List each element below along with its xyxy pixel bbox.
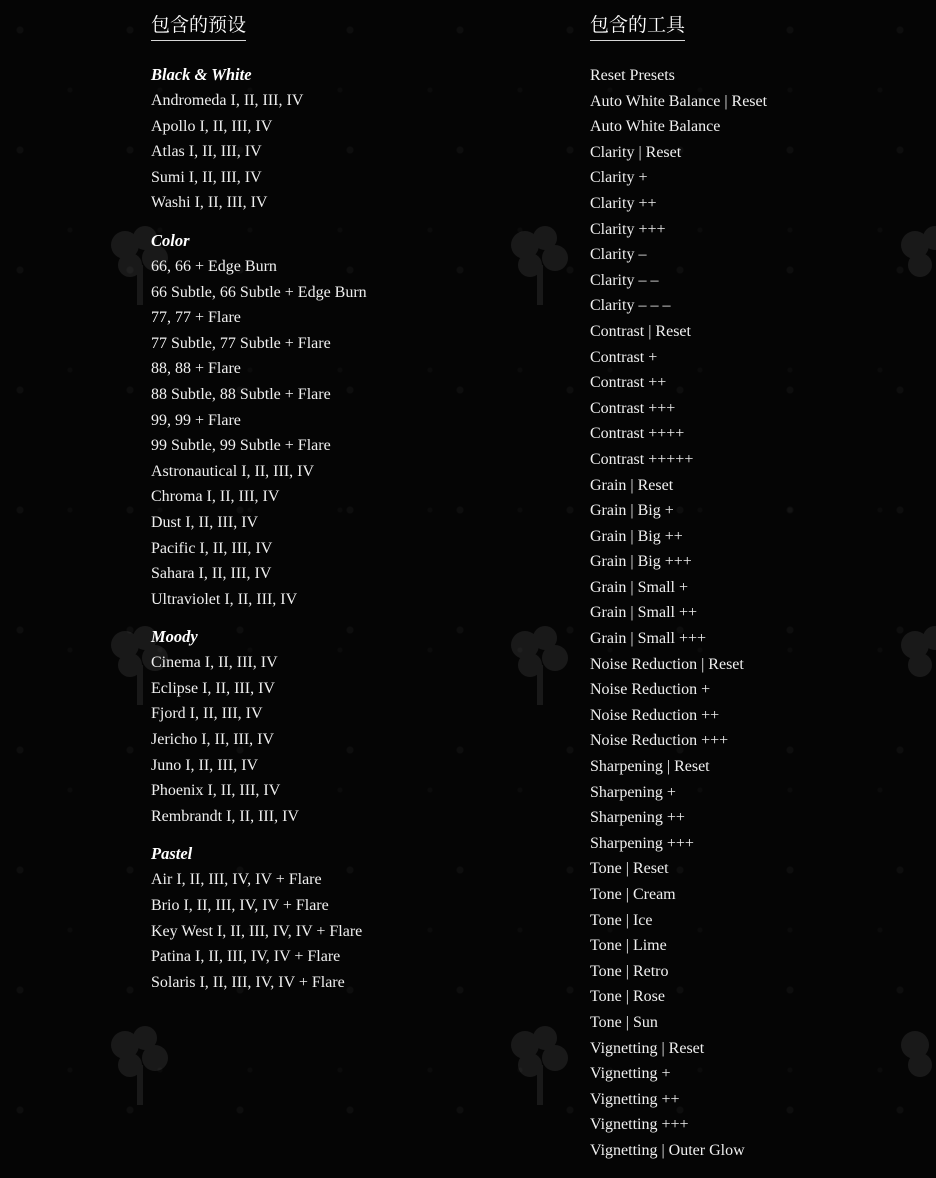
list-item: Clarity + (590, 169, 648, 187)
list-item: Clarity +++ (590, 220, 666, 238)
list-item: Jericho I, II, III, IV (151, 731, 275, 749)
list-item: Apollo I, II, III, IV (151, 117, 273, 135)
list-item: Auto White Balance | Reset (590, 92, 768, 110)
list-item: 66 Subtle, 66 Subtle + Edge Burn (151, 283, 367, 301)
list-item: Noise Reduction | Reset (590, 655, 744, 673)
list-item: 66, 66 + Edge Burn (151, 257, 277, 275)
tree-logo-icon (500, 1020, 580, 1110)
list-item: Tone | Lime (590, 937, 667, 955)
list-item: Washi I, II, III, IV (151, 194, 268, 212)
list-item: Vignetting | Reset (590, 1039, 705, 1057)
preset-group-color (151, 229, 551, 612)
list-item: Sahara I, II, III, IV (151, 565, 272, 583)
list-item: Ultraviolet I, II, III, IV (151, 590, 298, 608)
tree-logo-icon (100, 1020, 180, 1110)
preset-group-moody (151, 625, 551, 829)
list-item: Contrast +++ (590, 399, 676, 417)
list-item: Pacific I, II, III, IV (151, 539, 273, 557)
list-item: Rembrandt I, II, III, IV (151, 807, 299, 825)
list-item: 99, 99 + Flare (151, 411, 241, 429)
group-title: Color (151, 230, 190, 250)
list-item: Air I, II, III, IV, IV + Flare (151, 871, 322, 889)
list-item: Clarity – (590, 246, 647, 264)
group-title: Pastel (151, 844, 193, 864)
list-item: Cinema I, II, III, IV (151, 654, 278, 672)
group-title: Black & White (151, 65, 252, 84)
list-item: Vignetting | Outer Glow (590, 1141, 745, 1159)
list-item: Chroma I, II, III, IV (151, 488, 280, 506)
list-item: Grain | Small +++ (590, 630, 707, 648)
list-item: Reset Presets (590, 67, 675, 84)
list-item: Sharpening ++ (590, 809, 685, 827)
preset-group-black-white (151, 63, 551, 216)
list-item: 88, 88 + Flare (151, 360, 241, 378)
list-item: Contrast ++++ (590, 425, 685, 443)
list-item: Astronautical I, II, III, IV (151, 462, 315, 480)
list-item: Noise Reduction +++ (590, 732, 729, 750)
list-item: 77, 77 + Flare (151, 309, 241, 327)
list-item: Grain | Big +++ (590, 553, 692, 571)
list-item: Brio I, II, III, IV, IV + Flare (151, 897, 329, 915)
list-item: Contrast ++ (590, 374, 667, 392)
list-item: Vignetting +++ (590, 1116, 689, 1134)
list-item: 99 Subtle, 99 Subtle + Flare (151, 437, 331, 455)
list-item: 77 Subtle, 77 Subtle + Flare (151, 334, 331, 352)
list-item: Tone | Rose (590, 988, 665, 1006)
list-item: Grain | Big ++ (590, 527, 683, 545)
tools-heading: 包含的工具 (590, 12, 685, 41)
list-item: Grain | Reset (590, 476, 674, 494)
list-item: Noise Reduction ++ (590, 706, 720, 724)
list-item: Tone | Reset (590, 860, 669, 878)
list-item: Fjord I, II, III, IV (151, 705, 263, 723)
list-item: Auto White Balance (590, 118, 721, 136)
group-title: Moody (151, 627, 198, 647)
preset-group-pastel (151, 842, 551, 995)
list-item: Solaris I, II, III, IV, IV + Flare (151, 973, 345, 991)
list-item: Sharpening + (590, 783, 676, 801)
list-item: Patina I, II, III, IV, IV + Flare (151, 948, 341, 966)
tools-list (590, 63, 920, 1164)
list-item: Grain | Small ++ (590, 604, 698, 622)
list-item: Tone | Cream (590, 886, 676, 903)
presets-heading: 包含的预设 (151, 12, 246, 41)
list-item: Grain | Small + (590, 578, 688, 596)
list-item: Atlas I, II, III, IV (151, 143, 262, 161)
list-item: Clarity | Reset (590, 143, 682, 161)
list-item: Contrast + (590, 348, 658, 366)
list-item: Noise Reduction + (590, 681, 711, 699)
list-item: Clarity ++ (590, 194, 657, 212)
list-item: Clarity – – (590, 271, 659, 289)
presets-column (151, 12, 551, 1008)
list-item: Contrast | Reset (590, 322, 691, 340)
list-item: Phoenix I, II, III, IV (151, 782, 281, 800)
list-item: Tone | Ice (590, 911, 653, 929)
list-item: Tone | Retro (590, 962, 669, 980)
list-item: Clarity – – – (590, 297, 671, 315)
list-item: Tone | Sun (590, 1013, 658, 1031)
list-item: Vignetting + (590, 1065, 671, 1083)
list-item: Juno I, II, III, IV (151, 756, 259, 774)
list-item: Sharpening +++ (590, 834, 694, 852)
list-item: Andromeda I, II, III, IV (151, 92, 304, 109)
tools-column (590, 12, 920, 1164)
list-item: Dust I, II, III, IV (151, 513, 259, 531)
list-item: Sumi I, II, III, IV (151, 168, 262, 186)
list-item: Sharpening | Reset (590, 758, 710, 776)
list-item: 88 Subtle, 88 Subtle + Flare (151, 385, 331, 403)
list-item: Eclipse I, II, III, IV (151, 679, 275, 697)
list-item: Key West I, II, III, IV, IV + Flare (151, 922, 363, 940)
list-item: Vignetting ++ (590, 1090, 680, 1108)
list-item: Grain | Big + (590, 502, 674, 520)
list-item: Contrast +++++ (590, 450, 694, 468)
